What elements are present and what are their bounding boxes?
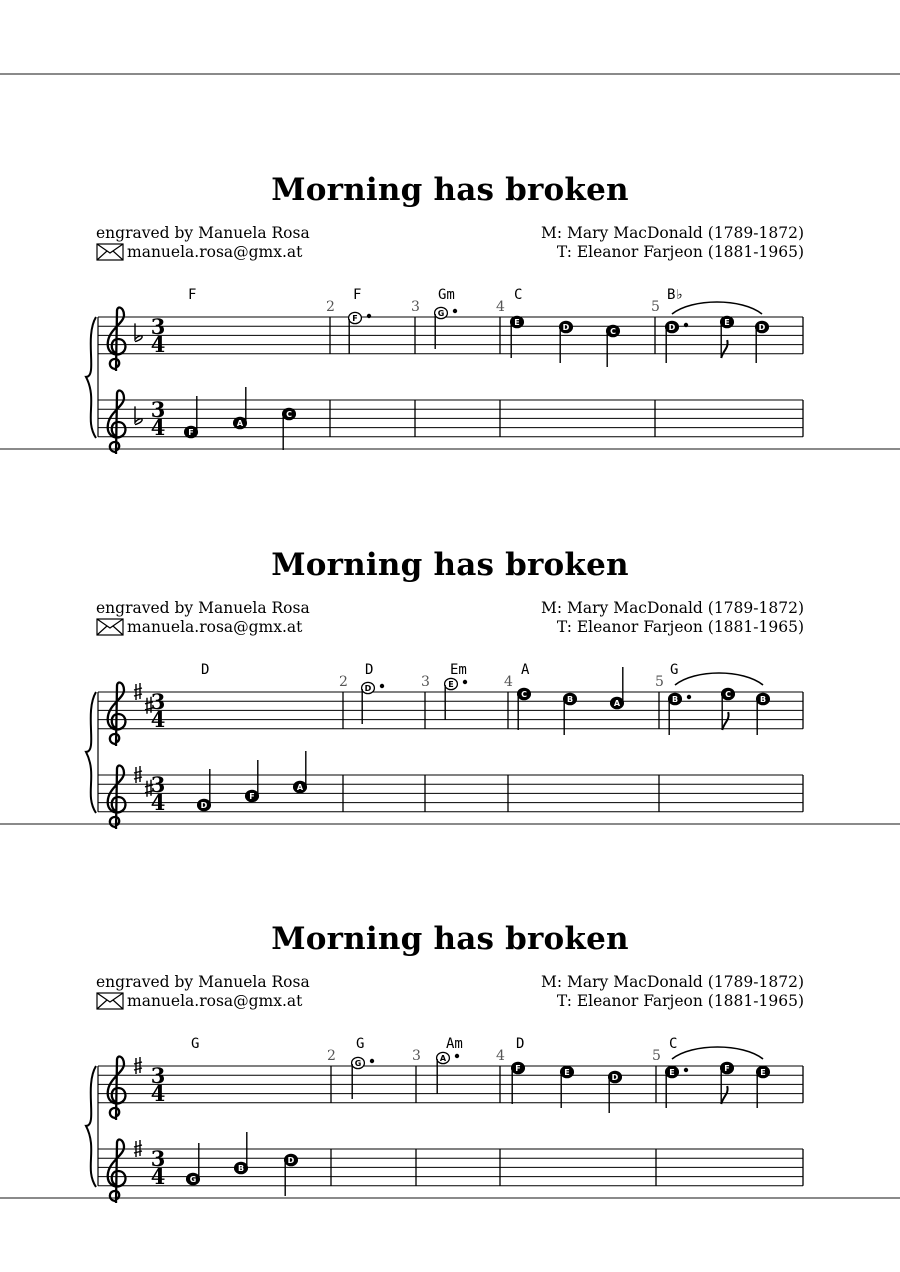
note-name: F (515, 1064, 521, 1073)
note-name: E (724, 318, 730, 327)
engraver-credit: engraved by Manuela Rosa (96, 224, 310, 242)
note-name: E (564, 1068, 570, 1077)
note-dot (684, 1068, 688, 1072)
chord-symbol: G (191, 1036, 200, 1052)
brace (86, 692, 96, 813)
note (352, 1057, 375, 1099)
chord-symbol: F (353, 287, 362, 303)
note-name: E (760, 1068, 766, 1077)
bar-number: 4 (504, 674, 513, 690)
note-dot (370, 1059, 374, 1063)
note (511, 316, 524, 358)
chord-symbol: D (516, 1036, 525, 1052)
bar-number: 2 (339, 674, 348, 690)
note-name: D (668, 323, 676, 332)
note (234, 387, 247, 429)
note-name: D (364, 684, 372, 693)
note-name: C (521, 690, 527, 699)
email-address[interactable]: manuela.rosa@gmx.at (127, 992, 303, 1010)
note-name: B (671, 695, 679, 704)
note-dot (684, 323, 688, 327)
bar-number: 5 (655, 674, 664, 690)
chord-symbol: G (356, 1036, 365, 1052)
note-name: F (188, 428, 194, 437)
chord-symbol: F (188, 287, 197, 303)
lyricist-credit: T: Eleanor Farjeon (1881-1965) (556, 243, 804, 261)
note-name: F (724, 1064, 730, 1073)
note-name: B (759, 695, 767, 704)
note-dot (463, 680, 467, 684)
chord-symbol: B♭ (667, 287, 684, 303)
note (721, 316, 734, 358)
time-signature-denominator: 4 (150, 1164, 166, 1189)
chord-symbol: G (670, 662, 679, 678)
bar-number: 3 (411, 299, 420, 315)
note (362, 682, 385, 724)
note-name: D (287, 1156, 295, 1165)
note (611, 667, 624, 709)
lyricist-credit: T: Eleanor Farjeon (1881-1965) (556, 992, 804, 1010)
time-signature-denominator: 4 (150, 1081, 166, 1106)
sheet-title: Morning has broken (271, 547, 629, 583)
note (285, 1154, 298, 1196)
note-name: B (566, 695, 574, 704)
note (185, 396, 198, 438)
time-signature-numerator: 3 (150, 397, 166, 422)
slur (672, 302, 762, 314)
time-signature-denominator: 4 (150, 790, 166, 815)
note (235, 1132, 248, 1174)
chord-symbol: C (669, 1036, 678, 1052)
time-signature-numerator: 3 (150, 772, 166, 797)
slur (675, 673, 763, 685)
email-address[interactable]: manuela.rosa@gmx.at (127, 243, 303, 261)
note (445, 678, 468, 720)
chord-symbol: Am (446, 1036, 463, 1052)
note-name: G (189, 1175, 197, 1184)
note-name: A (439, 1054, 447, 1063)
note-name: E (514, 318, 520, 327)
sheet-section (0, 547, 900, 847)
sheet-section (0, 921, 900, 1221)
note-name: C (286, 410, 292, 419)
note (512, 1062, 525, 1104)
note-name: D (758, 323, 766, 332)
slur (672, 1047, 763, 1059)
composer-credit: M: Mary MacDonald (1789-1872) (540, 224, 804, 242)
note (666, 1066, 689, 1108)
engraver-credit: engraved by Manuela Rosa (96, 599, 310, 617)
note (349, 312, 372, 354)
note (294, 751, 307, 793)
bar-number: 4 (496, 299, 505, 315)
score (0, 172, 900, 472)
bar-number: 3 (421, 674, 430, 690)
bar-number: 3 (412, 1048, 421, 1064)
note-name: D (200, 801, 208, 810)
note-name: D (562, 323, 570, 332)
note (435, 307, 458, 349)
note-name: B (237, 1164, 245, 1173)
chord-symbol: Gm (438, 287, 455, 303)
note (757, 1066, 770, 1108)
note (607, 325, 620, 367)
note (722, 688, 735, 730)
note (666, 321, 689, 363)
score (0, 547, 900, 847)
time-signature-denominator: 4 (150, 415, 166, 440)
time-signature-numerator: 3 (150, 689, 166, 714)
note (609, 1071, 622, 1113)
bar-number: 5 (652, 1048, 661, 1064)
composer-credit: M: Mary MacDonald (1789-1872) (540, 973, 804, 991)
note-name: E (669, 1068, 675, 1077)
note-name: C (725, 690, 731, 699)
note-name: C (610, 327, 616, 336)
note (246, 760, 259, 802)
bar-number: 2 (327, 1048, 336, 1064)
chord-symbol: Em (450, 662, 467, 678)
chord-symbol: D (365, 662, 374, 678)
note-dot (687, 695, 691, 699)
sheet-section (0, 172, 900, 472)
note-flag (721, 340, 727, 358)
note-name: G (354, 1059, 362, 1068)
sheet-title: Morning has broken (271, 921, 629, 957)
sheet-title: Morning has broken (271, 172, 629, 208)
time-signature-numerator: 3 (150, 1146, 166, 1171)
note-name: D (611, 1073, 619, 1082)
note-dot (367, 314, 371, 318)
email-address[interactable]: manuela.rosa@gmx.at (127, 618, 303, 636)
note-name: A (236, 419, 244, 428)
time-signature-numerator: 3 (150, 1063, 166, 1088)
note (437, 1052, 460, 1094)
note (283, 408, 296, 450)
time-signature-numerator: 3 (150, 314, 166, 339)
note-name: A (296, 783, 304, 792)
chord-symbol: D (201, 662, 210, 678)
note-dot (380, 684, 384, 688)
brace (86, 1066, 96, 1187)
note (518, 688, 531, 730)
time-signature-denominator: 4 (150, 707, 166, 732)
note-flag (722, 712, 728, 730)
note-dot (455, 1054, 459, 1058)
note-flag (721, 1086, 727, 1104)
composer-credit: M: Mary MacDonald (1789-1872) (540, 599, 804, 617)
lyricist-credit: T: Eleanor Farjeon (1881-1965) (556, 618, 804, 636)
note-name: F (352, 314, 358, 323)
bar-number: 5 (651, 299, 660, 315)
note-name: A (613, 699, 621, 708)
time-signature-denominator: 4 (150, 332, 166, 357)
note (721, 1062, 734, 1104)
note-dot (453, 309, 457, 313)
note (756, 321, 769, 363)
note-name: F (249, 792, 255, 801)
chord-symbol: C (514, 287, 523, 303)
bar-number: 2 (326, 299, 335, 315)
note-name: G (437, 309, 445, 318)
note (561, 1066, 574, 1108)
bar-number: 4 (496, 1048, 505, 1064)
cut-line-top (0, 73, 900, 75)
score (0, 921, 900, 1221)
chord-symbol: A (521, 662, 530, 678)
note (560, 321, 573, 363)
engraver-credit: engraved by Manuela Rosa (96, 973, 310, 991)
brace (86, 317, 96, 438)
note-name: E (448, 680, 454, 689)
